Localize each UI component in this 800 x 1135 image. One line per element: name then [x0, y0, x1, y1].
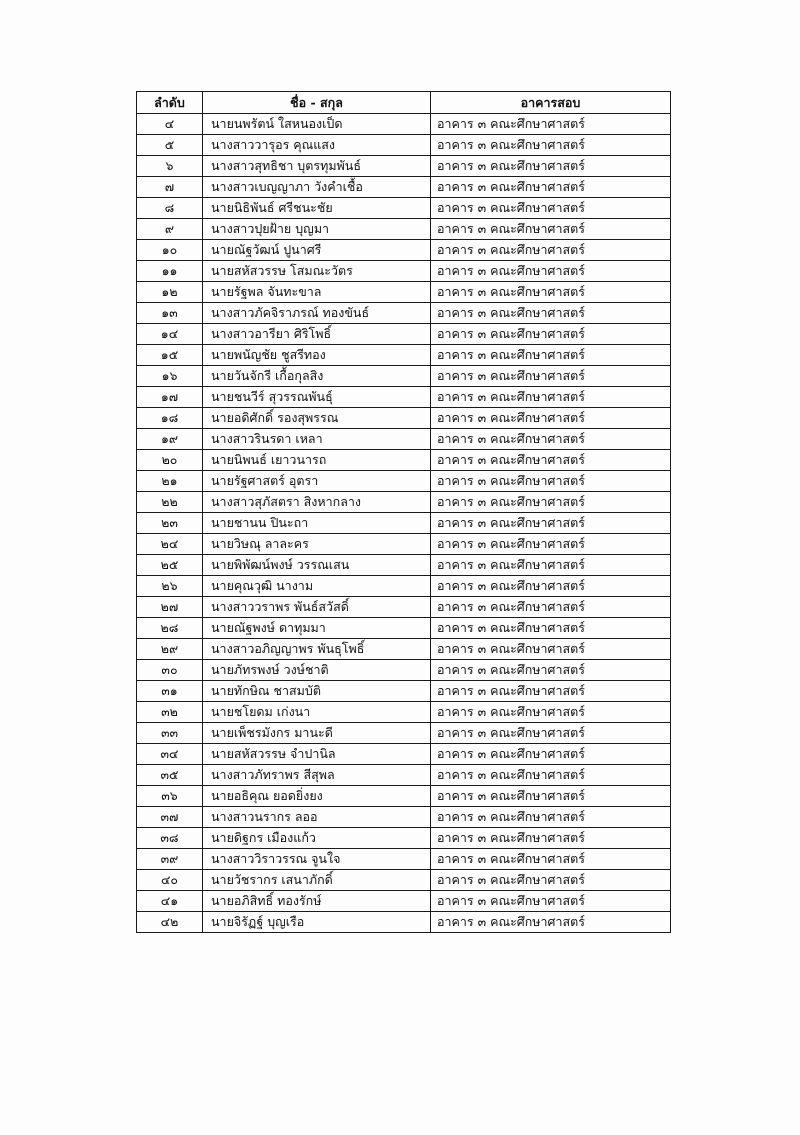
- row-building: อาคาร ๓ คณะศึกษาศาสตร์: [431, 618, 671, 639]
- row-building: อาคาร ๓ คณะศึกษาศาสตร์: [431, 198, 671, 219]
- row-name: นายคุณวุฒิ นางาม: [203, 576, 431, 597]
- table-row: [137, 807, 671, 828]
- row-name: นายจิรัฏฐ์ บุญเรือ: [203, 912, 431, 933]
- row-name: นางสาวรินรดา เหลา: [203, 429, 431, 450]
- row-name: นายวิษณุ ลาละคร: [203, 534, 431, 555]
- row-building: อาคาร ๓ คณะศึกษาศาสตร์: [431, 240, 671, 261]
- row-building: อาคาร ๓ คณะศึกษาศาสตร์: [431, 387, 671, 408]
- table-header-row: [137, 92, 671, 114]
- row-building: อาคาร ๓ คณะศึกษาศาสตร์: [431, 744, 671, 765]
- row-number: ๒๕: [137, 555, 203, 576]
- row-name: นางสาวสุภัสตรา สิงหากลาง: [203, 492, 431, 513]
- row-name: นายสหัสวรรษ จำปานิล: [203, 744, 431, 765]
- table-row: [137, 366, 671, 387]
- row-name: นางสาวอารียา ศิริโพธิ์: [203, 324, 431, 345]
- row-name: นางสาวปุยฝ้าย บุญมา: [203, 219, 431, 240]
- row-building: อาคาร ๓ คณะศึกษาศาสตร์: [431, 324, 671, 345]
- table-row: [137, 198, 671, 219]
- table-row: [137, 702, 671, 723]
- table-row: [137, 576, 671, 597]
- row-name: นางสาววราพร พันธ์สวัสดิ์: [203, 597, 431, 618]
- table-row: [137, 765, 671, 786]
- row-number: ๘: [137, 198, 203, 219]
- table-row: [137, 471, 671, 492]
- row-name: นายนพรัตน์ ใสหนองเป็ด: [203, 114, 431, 135]
- table-row: [137, 114, 671, 135]
- table-row: [137, 177, 671, 198]
- row-building: อาคาร ๓ คณะศึกษาศาสตร์: [431, 891, 671, 912]
- table-row: [137, 660, 671, 681]
- row-number: ๔: [137, 114, 203, 135]
- row-name: นายวัชรากร เสนาภักดิ์: [203, 870, 431, 891]
- table-row: [137, 744, 671, 765]
- table-row: [137, 891, 671, 912]
- row-number: ๔๒: [137, 912, 203, 933]
- row-building: อาคาร ๓ คณะศึกษาศาสตร์: [431, 786, 671, 807]
- row-number: ๔๐: [137, 870, 203, 891]
- table-row: [137, 282, 671, 303]
- header-name: ชื่อ - สกุล: [203, 92, 431, 114]
- row-name: นายทักษิณ ชาสมบัติ: [203, 681, 431, 702]
- row-number: ๓๗: [137, 807, 203, 828]
- row-name: นางสาวนรากร ลออ: [203, 807, 431, 828]
- row-number: ๑๖: [137, 366, 203, 387]
- row-name: นายณัฐวัฒน์ ปูนาศรี: [203, 240, 431, 261]
- row-number: ๑๐: [137, 240, 203, 261]
- table-body: [137, 114, 671, 933]
- row-building: อาคาร ๓ คณะศึกษาศาสตร์: [431, 135, 671, 156]
- row-name: นายดิฐกร เมืองแก้ว: [203, 828, 431, 849]
- row-number: ๕: [137, 135, 203, 156]
- row-building: อาคาร ๓ คณะศึกษาศาสตร์: [431, 429, 671, 450]
- row-number: ๑๒: [137, 282, 203, 303]
- row-number: ๒๖: [137, 576, 203, 597]
- row-name: นายพิพัฒน์พงษ์ วรรณเสน: [203, 555, 431, 576]
- row-number: ๑๕: [137, 345, 203, 366]
- row-number: ๒๘: [137, 618, 203, 639]
- row-number: ๙: [137, 219, 203, 240]
- row-number: ๓๔: [137, 744, 203, 765]
- table-row: [137, 240, 671, 261]
- row-name: นายเพ็ชรมังกร มานะดี: [203, 723, 431, 744]
- table-row: [137, 135, 671, 156]
- exam-roster-table: [136, 91, 671, 933]
- row-building: อาคาร ๓ คณะศึกษาศาสตร์: [431, 513, 671, 534]
- row-building: อาคาร ๓ คณะศึกษาศาสตร์: [431, 870, 671, 891]
- row-name: นางสาวภัทราพร สีสุพล: [203, 765, 431, 786]
- table-row: [137, 534, 671, 555]
- row-name: นางสาวภัคจิราภรณ์ ทองขันธ์: [203, 303, 431, 324]
- row-building: อาคาร ๓ คณะศึกษาศาสตร์: [431, 765, 671, 786]
- row-number: ๓๒: [137, 702, 203, 723]
- table-row: [137, 849, 671, 870]
- table-row: [137, 345, 671, 366]
- row-building: อาคาร ๓ คณะศึกษาศาสตร์: [431, 345, 671, 366]
- row-number: ๑๓: [137, 303, 203, 324]
- table-row: [137, 618, 671, 639]
- row-name: นายรัฐพล จันทะขาล: [203, 282, 431, 303]
- row-building: อาคาร ๓ คณะศึกษาศาสตร์: [431, 114, 671, 135]
- row-name: นายชนวีร์ สุวรรณพันธุ์: [203, 387, 431, 408]
- row-number: ๑๔: [137, 324, 203, 345]
- row-number: ๔๑: [137, 891, 203, 912]
- row-building: อาคาร ๓ คณะศึกษาศาสตร์: [431, 912, 671, 933]
- table-row: [137, 492, 671, 513]
- table-row: [137, 513, 671, 534]
- row-building: อาคาร ๓ คณะศึกษาศาสตร์: [431, 366, 671, 387]
- row-building: อาคาร ๓ คณะศึกษาศาสตร์: [431, 576, 671, 597]
- row-number: ๒๑: [137, 471, 203, 492]
- row-name: นายภัทรพงษ์ วงษ์ชาติ: [203, 660, 431, 681]
- table-row: [137, 324, 671, 345]
- row-building: อาคาร ๓ คณะศึกษาศาสตร์: [431, 303, 671, 324]
- table-row: [137, 303, 671, 324]
- row-name: นายณัฐพงษ์ ดาทุมมา: [203, 618, 431, 639]
- row-number: ๓๙: [137, 849, 203, 870]
- row-number: ๒๔: [137, 534, 203, 555]
- row-building: อาคาร ๓ คณะศึกษาศาสตร์: [431, 849, 671, 870]
- row-name: นายนิพนธ์ เยาวนารถ: [203, 450, 431, 471]
- table-row: [137, 219, 671, 240]
- table-row: [137, 597, 671, 618]
- row-name: นางสาวสุทธิชา บุตรทุมพันธ์: [203, 156, 431, 177]
- table-row: [137, 870, 671, 891]
- row-number: ๑๗: [137, 387, 203, 408]
- row-name: นายสหัสวรรษ โสมณะวัตร: [203, 261, 431, 282]
- header-number: ลำดับ: [137, 92, 203, 114]
- row-building: อาคาร ๓ คณะศึกษาศาสตร์: [431, 597, 671, 618]
- table-row: [137, 408, 671, 429]
- table-row: [137, 639, 671, 660]
- row-number: ๓๓: [137, 723, 203, 744]
- row-building: อาคาร ๓ คณะศึกษาศาสตร์: [431, 177, 671, 198]
- table-row: [137, 450, 671, 471]
- table-row: [137, 429, 671, 450]
- table-row: [137, 555, 671, 576]
- row-number: ๒๐: [137, 450, 203, 471]
- row-number: ๒๒: [137, 492, 203, 513]
- row-building: อาคาร ๓ คณะศึกษาศาสตร์: [431, 471, 671, 492]
- table-row: [137, 828, 671, 849]
- row-building: อาคาร ๓ คณะศึกษาศาสตร์: [431, 261, 671, 282]
- row-number: ๑๙: [137, 429, 203, 450]
- row-building: อาคาร ๓ คณะศึกษาศาสตร์: [431, 408, 671, 429]
- row-number: ๒๗: [137, 597, 203, 618]
- row-building: อาคาร ๓ คณะศึกษาศาสตร์: [431, 702, 671, 723]
- row-building: อาคาร ๓ คณะศึกษาศาสตร์: [431, 639, 671, 660]
- row-name: นายอธิคุณ ยอดยิ่งยง: [203, 786, 431, 807]
- table-row: [137, 261, 671, 282]
- table-row: [137, 723, 671, 744]
- row-building: อาคาร ๓ คณะศึกษาศาสตร์: [431, 807, 671, 828]
- row-building: อาคาร ๓ คณะศึกษาศาสตร์: [431, 156, 671, 177]
- row-name: นางสาวอภิญญาพร พันธุโพธิ์: [203, 639, 431, 660]
- row-number: ๖: [137, 156, 203, 177]
- row-name: นายชโยดม เก่งนา: [203, 702, 431, 723]
- row-number: ๓๘: [137, 828, 203, 849]
- row-building: อาคาร ๓ คณะศึกษาศาสตร์: [431, 282, 671, 303]
- row-building: อาคาร ๓ คณะศึกษาศาสตร์: [431, 492, 671, 513]
- row-number: ๒๓: [137, 513, 203, 534]
- row-building: อาคาร ๓ คณะศึกษาศาสตร์: [431, 555, 671, 576]
- row-building: อาคาร ๓ คณะศึกษาศาสตร์: [431, 534, 671, 555]
- row-name: นายพนัญชัย ชูสรีทอง: [203, 345, 431, 366]
- row-name: นายชานน ปินะถา: [203, 513, 431, 534]
- row-number: ๓๕: [137, 765, 203, 786]
- row-number: ๓๖: [137, 786, 203, 807]
- row-name: นางสาววิราวรรณ จูนใจ: [203, 849, 431, 870]
- row-building: อาคาร ๓ คณะศึกษาศาสตร์: [431, 219, 671, 240]
- row-building: อาคาร ๓ คณะศึกษาศาสตร์: [431, 828, 671, 849]
- table-row: [137, 387, 671, 408]
- row-name: นายอภิสิทธิ์ ทองรักษ์: [203, 891, 431, 912]
- row-number: ๑๑: [137, 261, 203, 282]
- row-building: อาคาร ๓ คณะศึกษาศาสตร์: [431, 660, 671, 681]
- row-building: อาคาร ๓ คณะศึกษาศาสตร์: [431, 450, 671, 471]
- row-name: นายวันจักรี เกื้อกุลสิง: [203, 366, 431, 387]
- table-row: [137, 156, 671, 177]
- row-name: นายรัฐศาสตร์ อุตรา: [203, 471, 431, 492]
- table-row: [137, 786, 671, 807]
- row-name: นายอดิศักดิ์ รองสุพรรณ: [203, 408, 431, 429]
- row-number: ๒๙: [137, 639, 203, 660]
- table-row: [137, 912, 671, 933]
- row-number: ๓๑: [137, 681, 203, 702]
- table-row: [137, 681, 671, 702]
- row-number: ๑๘: [137, 408, 203, 429]
- row-name: นางสาวเบญญาภา วังคำเชื้อ: [203, 177, 431, 198]
- row-name: นางสาววารุอร คุณแสง: [203, 135, 431, 156]
- header-building: อาคารสอบ: [431, 92, 671, 114]
- row-number: ๓๐: [137, 660, 203, 681]
- row-name: นายนิธิพันธ์ ศรีชนะชัย: [203, 198, 431, 219]
- row-building: อาคาร ๓ คณะศึกษาศาสตร์: [431, 681, 671, 702]
- row-building: อาคาร ๓ คณะศึกษาศาสตร์: [431, 723, 671, 744]
- row-number: ๗: [137, 177, 203, 198]
